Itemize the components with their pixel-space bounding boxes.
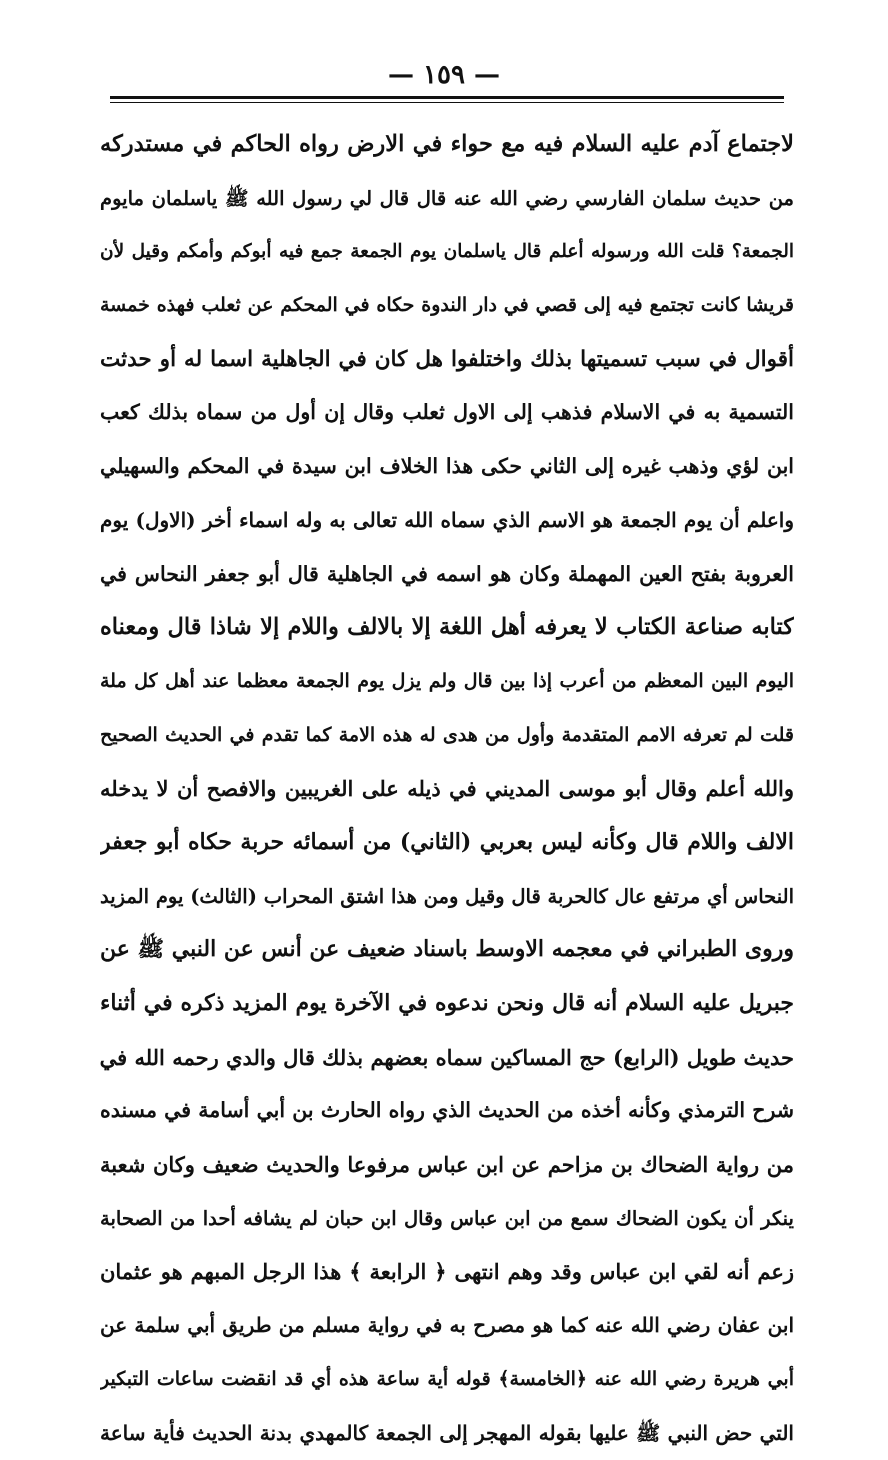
text-line: قلت لم تعرفه الامم المتقدمة وأول من هدى له هذه الامة كما تقدم في الحديث الصحيح — [100, 709, 794, 763]
text-line: أقوال في سبب تسميتها بذلك واختلفوا هل كان في الجاهلية اسما له أو حدثت — [100, 333, 794, 387]
text-line: ابن عفان رضي الله عنه كما هو مصرح به في رواية مسلم من طريق أبي سلمة عن — [100, 1299, 794, 1353]
text-line: من رواية الضحاك بن مزاحم عن ابن عباس مرفوعا والحديث ضعيف وكان شعبة — [100, 1138, 794, 1192]
text-line: كتابه صناعة الكتاب لا يعرفه أهل اللغة إلا بالالف واللام إلا شاذا قال ومعناه — [100, 601, 794, 655]
header-rule-thin — [110, 102, 784, 103]
page-number: — ١٥٩ — — [0, 60, 888, 90]
text-line: قريشا كانت تجتمع فيه إلى قصي في دار الندوة حكاه في المحكم عن ثعلب فهذه خمسة — [100, 279, 794, 333]
text-line: وروى الطبراني في معجمه الاوسط باسناد ضعيف عن أنس عن النبي ﷺ عن — [100, 923, 794, 977]
text-line: شرح الترمذي وكأنه أخذه من الحديث الذي رواه الحارث بن أبي أسامة في مسنده — [100, 1084, 794, 1138]
text-line: الجمعة؟ قلت الله ورسوله أعلم قال ياسلمان يوم الجمعة جمع فيه أبوكم وأمكم وقيل لأن — [100, 225, 794, 279]
text-line: زعم أنه لقي ابن عباس وقد وهم انتهى ﴿ الرابعة ﴾ هذا الرجل المبهم هو عثمان — [100, 1245, 794, 1299]
text-line: النحاس أي مرتفع عال كالحربة قال وقيل ومن هذا اشتق المحراب (الثالث) يوم المزيد — [100, 870, 794, 924]
header-rule — [110, 96, 784, 99]
text-line: الالف واللام قال وكأنه ليس بعربي (الثاني) من أسمائه حربة حكاه أبو جعفر — [100, 816, 794, 870]
text-line: لاجتماع آدم عليه السلام فيه مع حواء في الارض رواه الحاكم في مستدركه — [100, 118, 794, 172]
body-text — [100, 118, 794, 1460]
text-line: التسمية به في الاسلام فذهب إلى الاول ثعلب وقال إن أول من سماه بذلك كعب — [100, 386, 794, 440]
text-line: التي حض النبي ﷺ عليها بقوله المهجر إلى الجمعة كالمهدي بدنة الحديث فأية ساعة — [100, 1407, 794, 1460]
text-line: اليوم البين المعظم من أعرب إذا بين قال ولم يزل يوم الجمعة معظما عند أهل كل ملة — [100, 655, 794, 709]
text-line: ينكر أن يكون الضحاك سمع من ابن عباس وقال ابن حبان لم يشافه أحدا من الصحابة — [100, 1192, 794, 1246]
text-line: أبي هريرة رضي الله عنه ﴿الخامسة﴾ قوله أية ساعة هذه أي قد انقضت ساعات التبكير — [100, 1353, 794, 1407]
text-line: العروبة بفتح العين المهملة وكان هو اسمه في الجاهلية قال أبو جعفر النحاس في — [100, 548, 794, 602]
text-line: من حديث سلمان الفارسي رضي الله عنه قال قال لي رسول الله ﷺ ياسلمان مايوم — [100, 172, 794, 226]
text-line: والله أعلم وقال أبو موسى المديني في ذيله على الغريبين والافصح أن لا يدخله — [100, 762, 794, 816]
text-line: حديث طويل (الرابع) حج المساكين سماه بعضهم بذلك قال والدي رحمه الله في — [100, 1031, 794, 1085]
text-line: ابن لؤي وذهب غيره إلى الثاني حكى هذا الخلاف ابن سيدة في المحكم والسهيلي — [100, 440, 794, 494]
text-line: واعلم أن يوم الجمعة هو الاسم الذي سماه الله تعالى به وله اسماء أخر (الاول) يوم — [100, 494, 794, 548]
text-line: جبريل عليه السلام أنه قال ونحن ندعوه في الآخرة يوم المزيد ذكره في أثناء — [100, 977, 794, 1031]
